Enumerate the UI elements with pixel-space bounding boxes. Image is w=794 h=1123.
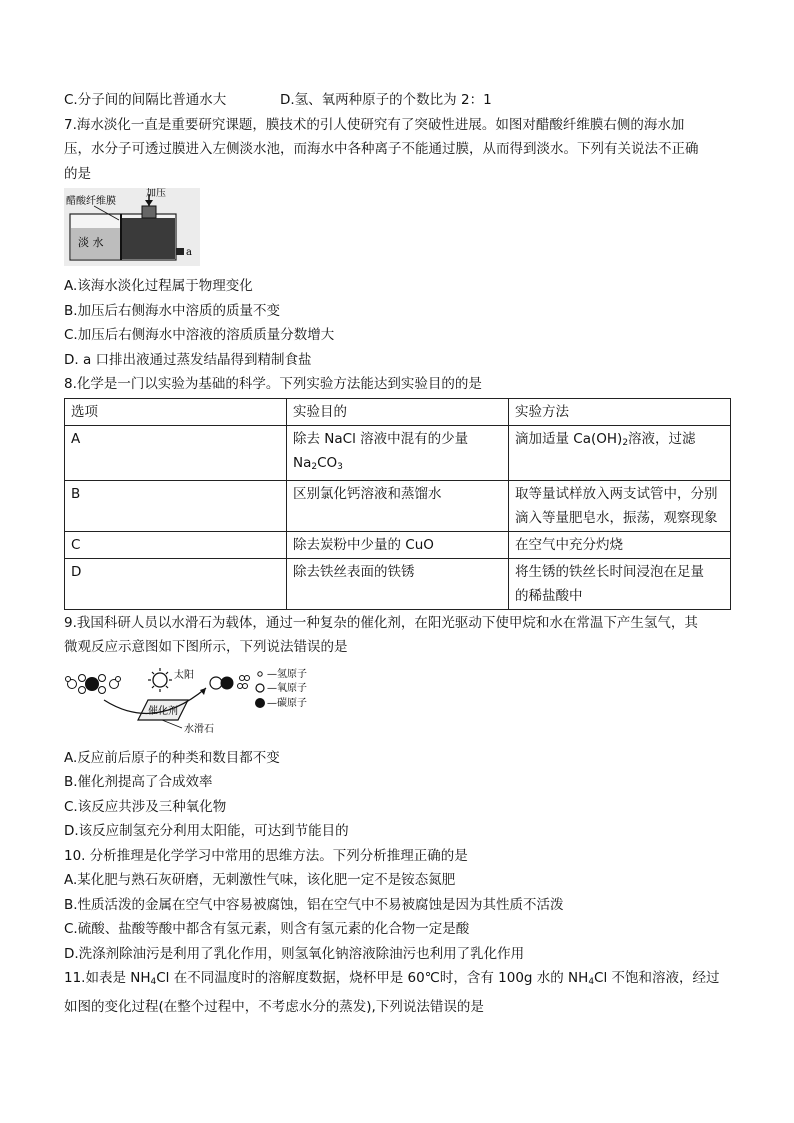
- row-method: [509, 480, 731, 531]
- sun-label: 太阳: [174, 669, 194, 681]
- q10-option-c: C.硫酸、盐酸等酸中都含有氢元素，则含有氢元素的化合物一定是酸: [64, 921, 470, 937]
- row-option: B: [65, 480, 287, 531]
- q9-option-a: A.反应前后原子的种类和数目都不变: [64, 749, 280, 766]
- legend-hydrogen: —氢原子: [267, 668, 307, 680]
- method-line: 滴入等量肥皂水，振荡，观察现象: [515, 509, 718, 526]
- table-row: [65, 425, 731, 480]
- q9-option-b: B.催化剂提高了合成效率: [64, 774, 213, 790]
- pressure-label: 加压: [146, 188, 166, 199]
- q10-stem: 10. 分析推理是化学学习中常用的思维方法。下列分析推理正确的是: [64, 847, 468, 864]
- q7-option-a: A.该海水淡化过程属于物理变化: [64, 278, 253, 294]
- legend-oxygen: —氧原子: [267, 682, 307, 694]
- row-method: 在空气中充分灼烧: [509, 531, 731, 558]
- support-label: 水滑石: [184, 723, 214, 735]
- q11-text-part: Cl 在不同温度时的溶解度数据，烧杯甲是 60℃时，含有 100g 水的 NH: [156, 970, 589, 986]
- exam-page: [64, 88, 732, 1019]
- q10-option-b: B.性质活泼的金属在空气中容易被腐蚀，铝在空气中不易被腐蚀是因为其性质不活泼: [64, 896, 564, 913]
- header-purpose: 实验目的: [287, 398, 509, 425]
- row-method: [509, 558, 731, 609]
- desalination-diagram: [64, 188, 200, 266]
- method-sub: 2: [622, 437, 629, 448]
- method-part: 溶液，过滤: [628, 430, 696, 447]
- method-line: 的稀盐酸中: [515, 587, 583, 604]
- formula-part: CO: [317, 454, 338, 471]
- q11-sub: 4: [150, 977, 157, 987]
- q8-stem: 8.化学是一门以实验为基础的科学。下列实验方法能达到实验目的的是: [64, 376, 482, 392]
- q9-reaction-figure: [64, 666, 732, 742]
- method-line: 取等量试样放入两支试管中，分别: [515, 485, 718, 502]
- q9-option-c: C.该反应共涉及三种氧化物: [64, 798, 227, 815]
- q6-options: [64, 88, 732, 113]
- q7-stem-line3: 的是: [64, 165, 91, 182]
- formula-sub: 2: [311, 461, 318, 472]
- method-line: 将生锈的铁丝长时间浸泡在足量: [515, 563, 704, 580]
- header-method: 实验方法: [509, 398, 731, 425]
- row-purpose: 除去铁丝表面的铁锈: [287, 558, 509, 609]
- formula-part: Na: [293, 454, 312, 471]
- q10-option-d: D.洗涤剂除油污是利用了乳化作用，则氢氧化钠溶液除油污也利用了乳化作用: [64, 945, 525, 962]
- fresh-water-label: 淡 水: [78, 236, 104, 249]
- row-purpose: 除去炭粉中少量的 CuO: [287, 531, 509, 558]
- purpose-formula: [293, 451, 502, 479]
- q11-stem-line2: 如图的变化过程(在整个过程中，不考虑水分的蒸发),下列说法错误的是: [64, 998, 484, 1015]
- q7-option-c: C.加压后右侧海水中溶液的溶质质量分数增大: [64, 327, 335, 343]
- q9-stem-line2: 微观反应示意图如下图所示，下列说法错误的是: [64, 639, 348, 655]
- row-method: [509, 425, 731, 480]
- q7-stem-line1: 7.海水淡化一直是重要研究课题，膜技术的引人使研究有了突破性进展。如图对醋酸纤维膜右侧的海水加: [64, 116, 685, 133]
- q9-stem-line1: 9.我国科研人员以水滑石为载体，通过一种复杂的催化剂，在阳光驱动下使甲烷和水在常温下产生氢气，其: [64, 614, 698, 631]
- header-option: 选项: [65, 398, 287, 425]
- table-row: [65, 480, 731, 531]
- q7-option-d: D. a 口排出液通过蒸发结晶得到精制食盐: [64, 351, 312, 368]
- table-row: [65, 531, 731, 558]
- legend-carbon: —碳原子: [267, 697, 307, 709]
- reaction-diagram: [64, 666, 334, 738]
- q9-option-d: D.该反应制氢充分利用太阳能，可达到节能目的: [64, 823, 349, 839]
- outlet-label: a: [186, 247, 192, 258]
- table-header-row: [65, 398, 731, 425]
- purpose-line: 除去 NaCl 溶液中混有的少量: [293, 430, 469, 447]
- q8-experiment-table: [64, 398, 731, 610]
- q6-option-d: D.氢、氧两种原子的个数比为 2：1: [280, 92, 492, 108]
- q6-option-c: C.分子间的间隔比普通水大: [64, 92, 227, 108]
- row-option: A: [65, 425, 287, 480]
- row-option: C: [65, 531, 287, 558]
- q7-stem-line2: 压，水分子可透过膜进入左侧淡水池，而海水中各种离子不能通过膜，从而得到淡水。下列有关说法不正确: [64, 141, 699, 157]
- catalyst-label: 催化剂: [148, 705, 178, 717]
- row-option: D: [65, 558, 287, 609]
- membrane-label: 醋酸纤维膜: [66, 196, 116, 207]
- q7-desalination-figure: [64, 188, 732, 270]
- row-purpose: [287, 425, 509, 480]
- q11-text-part: 11.如表是 NH: [64, 970, 151, 986]
- formula-sub: 3: [337, 461, 343, 472]
- q11-text-part: Cl 不饱和溶液，经过: [594, 970, 720, 986]
- row-purpose: 区别氯化钙溶液和蒸馏水: [287, 480, 509, 531]
- q10-option-a: A.某化肥与熟石灰研磨，无刺激性气味，该化肥一定不是铵态氮肥: [64, 872, 456, 888]
- q11-stem-line1: [64, 966, 732, 995]
- method-part: 滴加适量 Ca(OH): [515, 430, 623, 447]
- q11-sub: 4: [588, 977, 595, 987]
- q7-option-b: B.加压后右侧海水中溶质的质量不变: [64, 302, 281, 319]
- table-row: [65, 558, 731, 609]
